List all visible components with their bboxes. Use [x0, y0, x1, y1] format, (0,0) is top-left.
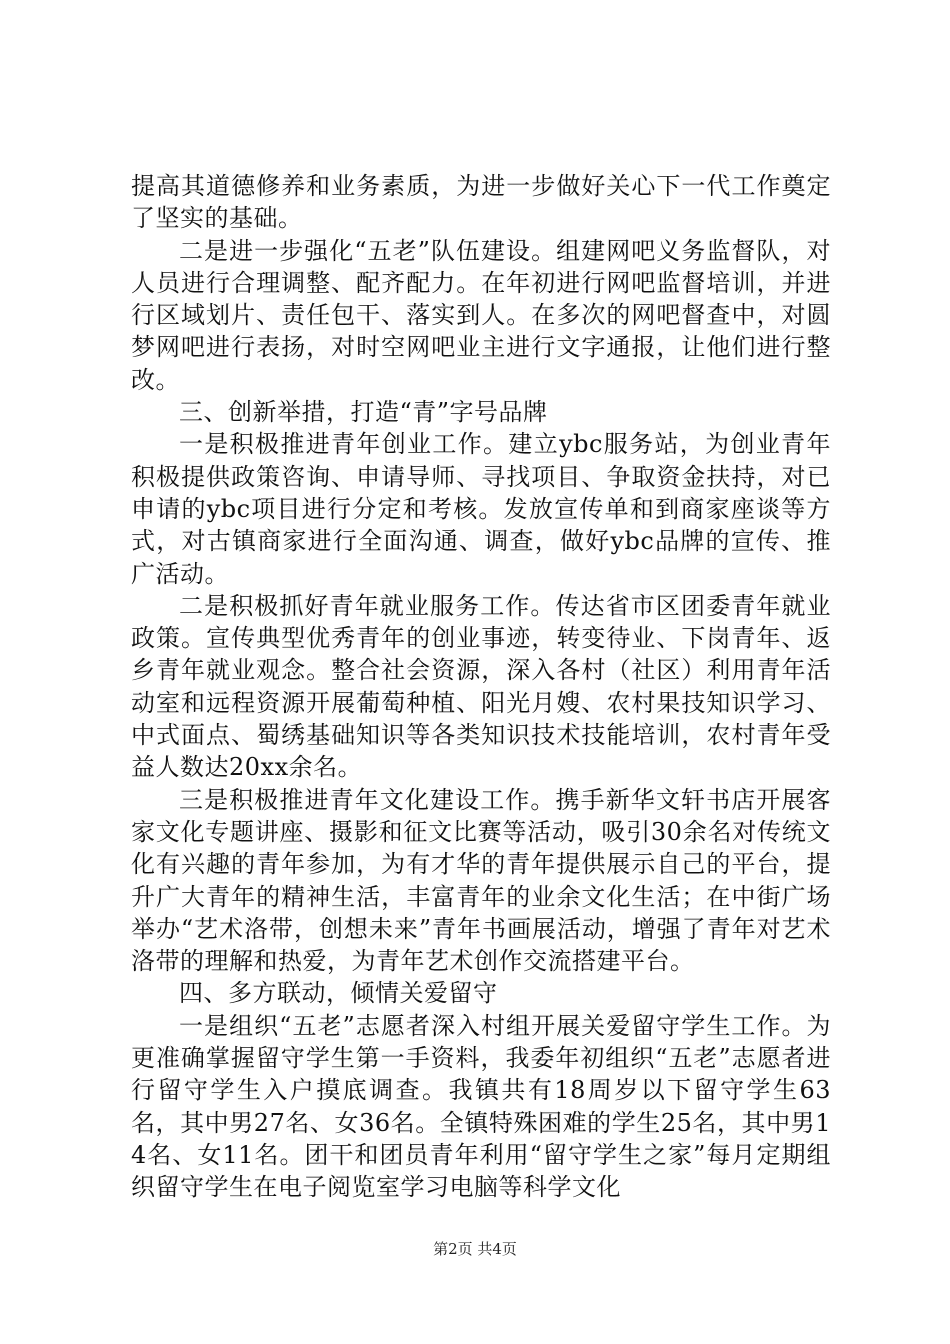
paragraph-5: 二是积极抓好青年就业服务工作。传达省市区团委青年就业政策。宣传典型优秀青年的创业事迹，转变待业、下岗青年、返乡青年就业观念。整合社会资源，深入各村（社区）利用青年活动室和远程资源开展葡萄种植、阳光月嫂、农村果技知识学习、中式面点、蜀绣基础知识等各类知识技术技能培训，农村青年受益人数达20xx余名。 [131, 591, 831, 782]
paragraph-4: 一是积极推进青年创业工作。建立ybc服务站，为创业青年积极提供政策咨询、申请导师、寻找项目、争取资金扶持，对已申请的ybc项目进行分定和考核。发放宣传单和到商家座谈等方式，对古镇商家进行全面沟通、调查，做好ybc品牌的宣传、推广活动。 [131, 430, 831, 588]
page-footer: 第2页 共4页 [433, 1240, 517, 1258]
section-heading-4: 四、多方联动，倾情关爱留守 [179, 979, 498, 1008]
paragraph-2: 二是进一步强化“五老”队伍建设。组建网吧义务监督队，对人员进行合理调整、配齐配力。在年初进行网吧监督培训，并进行区域划片、责任包干、落实到人。在多次的网吧督查中，对圆梦网吧进行表扬，对时空网吧业主进行文字通报，让他们进行整改。 [131, 236, 831, 394]
paragraph-1: 提高其道德修养和业务素质，为进一步做好关心下一代工作奠定了坚实的基础。 [131, 172, 831, 233]
document-body [131, 170, 831, 1204]
paragraph-6: 三是积极推进青年文化建设工作。携手新华文轩书店开展客家文化专题讲座、摄影和征文比赛等活动，吸引30余名对传统文化有兴趣的青年参加，为有才华的青年提供展示自己的平台，提升广大青年的精神生活，丰富青年的业余文化生活；在中街广场举办“艺术洛带，创想未来”青年书画展活动，增强了青年对艺术洛带的理解和热爱，为青年艺术创作交流搭建平台。 [131, 785, 831, 976]
paragraph-8: 一是组织“五老”志愿者深入村组开展关爱留守学生工作。为更准确掌握留守学生第一手资料，我委年初组织“五老”志愿者进行留守学生入户摸底调查。我镇共有18周岁以下留守学生63名，其中男27名、女36名。全镇特殊困难的学生25名，其中男14名、女11名。团干和团员青年利用“留守学生之家”每月定期组织留守学生在电子阅览室学习电脑等科学文化 [131, 1011, 831, 1202]
section-heading-3: 三、创新举措，打造“青”字号品牌 [179, 398, 548, 427]
